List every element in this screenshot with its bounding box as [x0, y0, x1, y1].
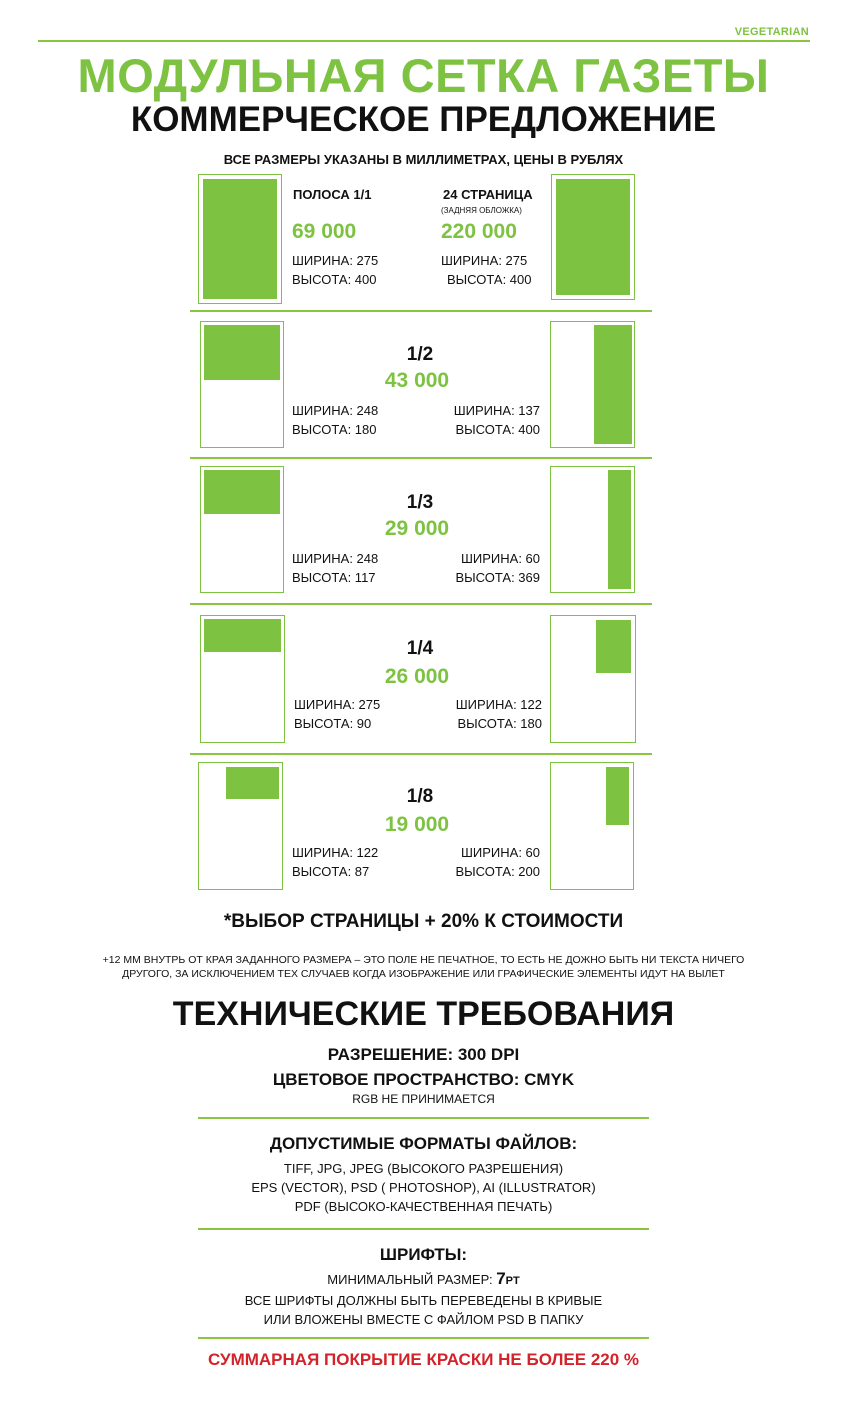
resolution: РАЗРЕШЕНИЕ: 300 DPI [327, 1045, 520, 1064]
module-right-width: ШИРИНА: 122 [455, 697, 542, 712]
units-note: ВСЕ РАЗМЕРЫ УКАЗАНЫ В МИЛЛИМЕТРАХ, ЦЕНЫ В РУБЛЯХ [223, 152, 624, 167]
module-fill [556, 179, 630, 295]
ink-coverage-warning: СУММАРНАЯ ПОКРЫТИЕ КРАСКИ НЕ БОЛЕЕ 220 % [207, 1350, 640, 1369]
module-fraction: 1/8 [406, 786, 434, 807]
fonts-min-size [0, 1269, 847, 1291]
module-left-height: ВЫСОТА: 180 [292, 422, 377, 437]
module-full-right [551, 174, 635, 300]
fonts-line-2: ИЛИ ВЛОЖЕНЫ ВМЕСТЕ С ФАЙЛОМ PSD В ПАПКУ [263, 1312, 584, 1327]
margin-note-line-1: +12 ММ ВНУТРЬ ОТ КРАЯ ЗАДАННОГО РАЗМЕРА – ЭТО ПОЛЕ НЕ ПЕЧАТНОЕ, ТО ЕСТЬ НЕ ДОЖНО БЫТЬ НИ ТЕКСТА НИЧЕГО [102, 954, 745, 966]
row-divider [190, 603, 652, 605]
row-divider [190, 457, 652, 459]
full-page-price: 69 000 [292, 220, 357, 243]
page-subtitle: КОММЕРЧЕСКОЕ ПРЕДЛОЖЕНИЕ [130, 100, 717, 139]
module-left-width: ШИРИНА: 122 [292, 845, 379, 860]
module-price: 19 000 [384, 813, 450, 836]
back-cover-height: ВЫСОТА: 400 [447, 272, 532, 287]
margin-note-line-2: ДРУГОГО, ЗА ИСКЛЮЧЕНИЕМ ТЕХ СЛУЧАЕВ КОГДА ИЗОБРАЖЕНИЕ ИЛИ ГРАФИЧЕСКИЕ ЭЛЕМЕНТЫ ИДУТ НА ВЫЛЕТ [122, 968, 725, 980]
module-left-height: ВЫСОТА: 87 [292, 864, 370, 879]
rgb-note: RGB НЕ ПРИНИМАЕТСЯ [352, 1092, 495, 1106]
section-divider [198, 1337, 649, 1339]
module-right-height: ВЫСОТА: 180 [457, 716, 542, 731]
brand-logo: VEGETARIAN [734, 26, 809, 38]
section-divider [198, 1117, 649, 1119]
formats-line-1: TIFF, JPG, JPEG (ВЫСОКОГО РАЗРЕШЕНИЯ) [283, 1161, 564, 1176]
row-divider [190, 310, 652, 312]
fonts-min-unit: PT [505, 1275, 520, 1287]
row-divider [190, 753, 652, 755]
module-left-height: ВЫСОТА: 117 [292, 570, 376, 585]
full-page-width: ШИРИНА: 275 [292, 253, 379, 268]
module-right-height: ВЫСОТА: 400 [455, 422, 540, 437]
module-third-right [550, 466, 635, 593]
module-fill [203, 179, 277, 299]
module-fill [606, 767, 629, 825]
section-divider [198, 1228, 649, 1230]
formats-line-3: PDF (ВЫСОКО-КАЧЕСТВЕННАЯ ПЕЧАТЬ) [294, 1199, 553, 1214]
module-right-width: ШИРИНА: 60 [460, 551, 540, 566]
back-cover-label: 24 СТРАНИЦА [443, 187, 533, 202]
formats-title: ДОПУСТИМЫЕ ФОРМАТЫ ФАЙЛОВ: [269, 1134, 578, 1153]
fonts-min-value: 7 [496, 1269, 506, 1288]
module-full-left [198, 174, 282, 304]
fonts-line-1: ВСЕ ШРИФТЫ ДОЛЖНЫ БЫТЬ ПЕРЕВЕДЕНЫ В КРИВЫЕ [244, 1293, 603, 1308]
colorspace: ЦВЕТОВОЕ ПРОСТРАНСТВО: CMYK [272, 1070, 575, 1089]
module-price: 26 000 [384, 665, 450, 688]
module-fill [608, 470, 631, 589]
back-cover-sublabel: (ЗАДНЯЯ ОБЛОЖКА) [441, 206, 522, 215]
module-left-height: ВЫСОТА: 90 [294, 716, 372, 731]
full-page-label: ПОЛОСА 1/1 [293, 187, 372, 202]
full-page-height: ВЫСОТА: 400 [292, 272, 377, 287]
module-left-width: ШИРИНА: 275 [294, 697, 381, 712]
module-eighth-right [550, 762, 634, 890]
module-left-width: ШИРИНА: 248 [292, 551, 379, 566]
module-fill [596, 620, 631, 673]
module-fill [594, 325, 632, 444]
page-choice-note: *ВЫБОР СТРАНИЦЫ + 20% К СТОИМОСТИ [223, 911, 624, 932]
module-fraction: 1/3 [406, 492, 434, 513]
module-right-height: ВЫСОТА: 200 [455, 864, 540, 879]
module-price: 43 000 [384, 369, 450, 392]
formats-line-2: EPS (VECTOR), PSD ( PHOTOSHOP), AI (ILLUSTRATOR) [251, 1180, 596, 1195]
fonts-min-label: МИНИМАЛЬНЫЙ РАЗМЕР: [327, 1272, 493, 1287]
top-divider [38, 40, 810, 42]
module-price: 29 000 [384, 517, 450, 540]
module-right-width: ШИРИНА: 137 [453, 403, 540, 418]
module-fraction: 1/4 [406, 638, 434, 659]
module-half-right [550, 321, 635, 448]
module-fraction: 1/2 [406, 344, 434, 365]
module-right-height: ВЫСОТА: 369 [455, 570, 540, 585]
module-right-width: ШИРИНА: 60 [460, 845, 540, 860]
back-cover-width: ШИРИНА: 275 [441, 253, 528, 268]
back-cover-price: 220 000 [441, 220, 517, 243]
module-left-width: ШИРИНА: 248 [292, 403, 379, 418]
tech-title: ТЕХНИЧЕСКИЕ ТРЕБОВАНИЯ [172, 995, 675, 1033]
module-fill [204, 470, 280, 514]
module-quarter-right [550, 615, 636, 743]
fonts-title: ШРИФТЫ: [379, 1245, 468, 1264]
page-title: МОДУЛЬНАЯ СЕТКА ГАЗЕТЫ [77, 49, 770, 102]
